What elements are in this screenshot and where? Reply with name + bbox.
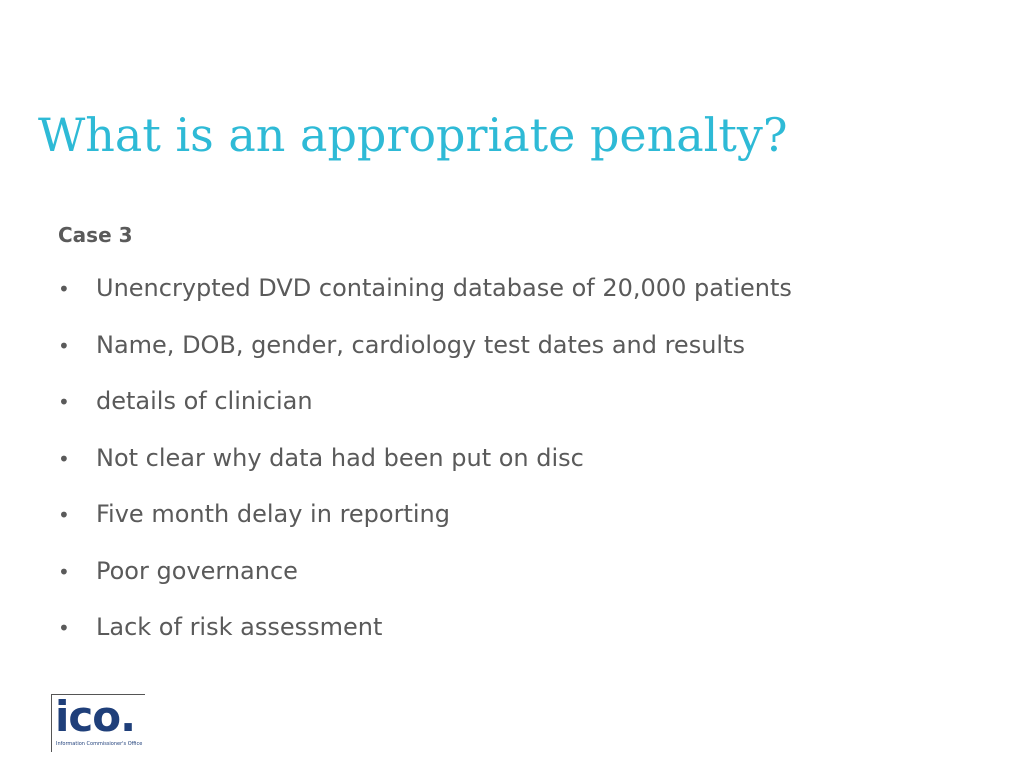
bullet-text: Unencrypted DVD containing database of 20,000 patients (96, 274, 792, 302)
bullet-item (58, 609, 792, 666)
bullet-icon: • (58, 559, 70, 584)
bullet-item (58, 553, 792, 610)
slide-title: What is an appropriate penalty? (38, 108, 788, 162)
logo-wordmark: ico. (55, 692, 136, 741)
bullet-text: Five month delay in reporting (96, 500, 450, 528)
bullet-text: Lack of risk assessment (96, 613, 383, 641)
bullet-item (58, 327, 792, 384)
case-label: Case 3 (58, 223, 133, 247)
ico-logo (51, 694, 145, 752)
bullet-icon: • (58, 333, 70, 358)
bullet-icon: • (58, 616, 70, 640)
bullet-icon: • (58, 277, 70, 301)
bullet-list (58, 270, 792, 666)
logo-subtitle: Information Commissioner's Office (56, 741, 143, 747)
bullet-text: Poor governance (96, 556, 298, 585)
bullet-text: Name, DOB, gender, cardiology test dates and results (96, 330, 745, 359)
bullet-icon: • (58, 446, 70, 471)
bullet-text: details of clinician (96, 387, 313, 415)
bullet-item (58, 383, 792, 440)
bullet-icon: • (58, 503, 70, 527)
bullet-item (58, 496, 792, 553)
bullet-icon: • (58, 390, 70, 414)
bullet-item (58, 270, 792, 327)
bullet-text: Not clear why data had been put on disc (96, 443, 584, 472)
bullet-item (58, 440, 792, 497)
